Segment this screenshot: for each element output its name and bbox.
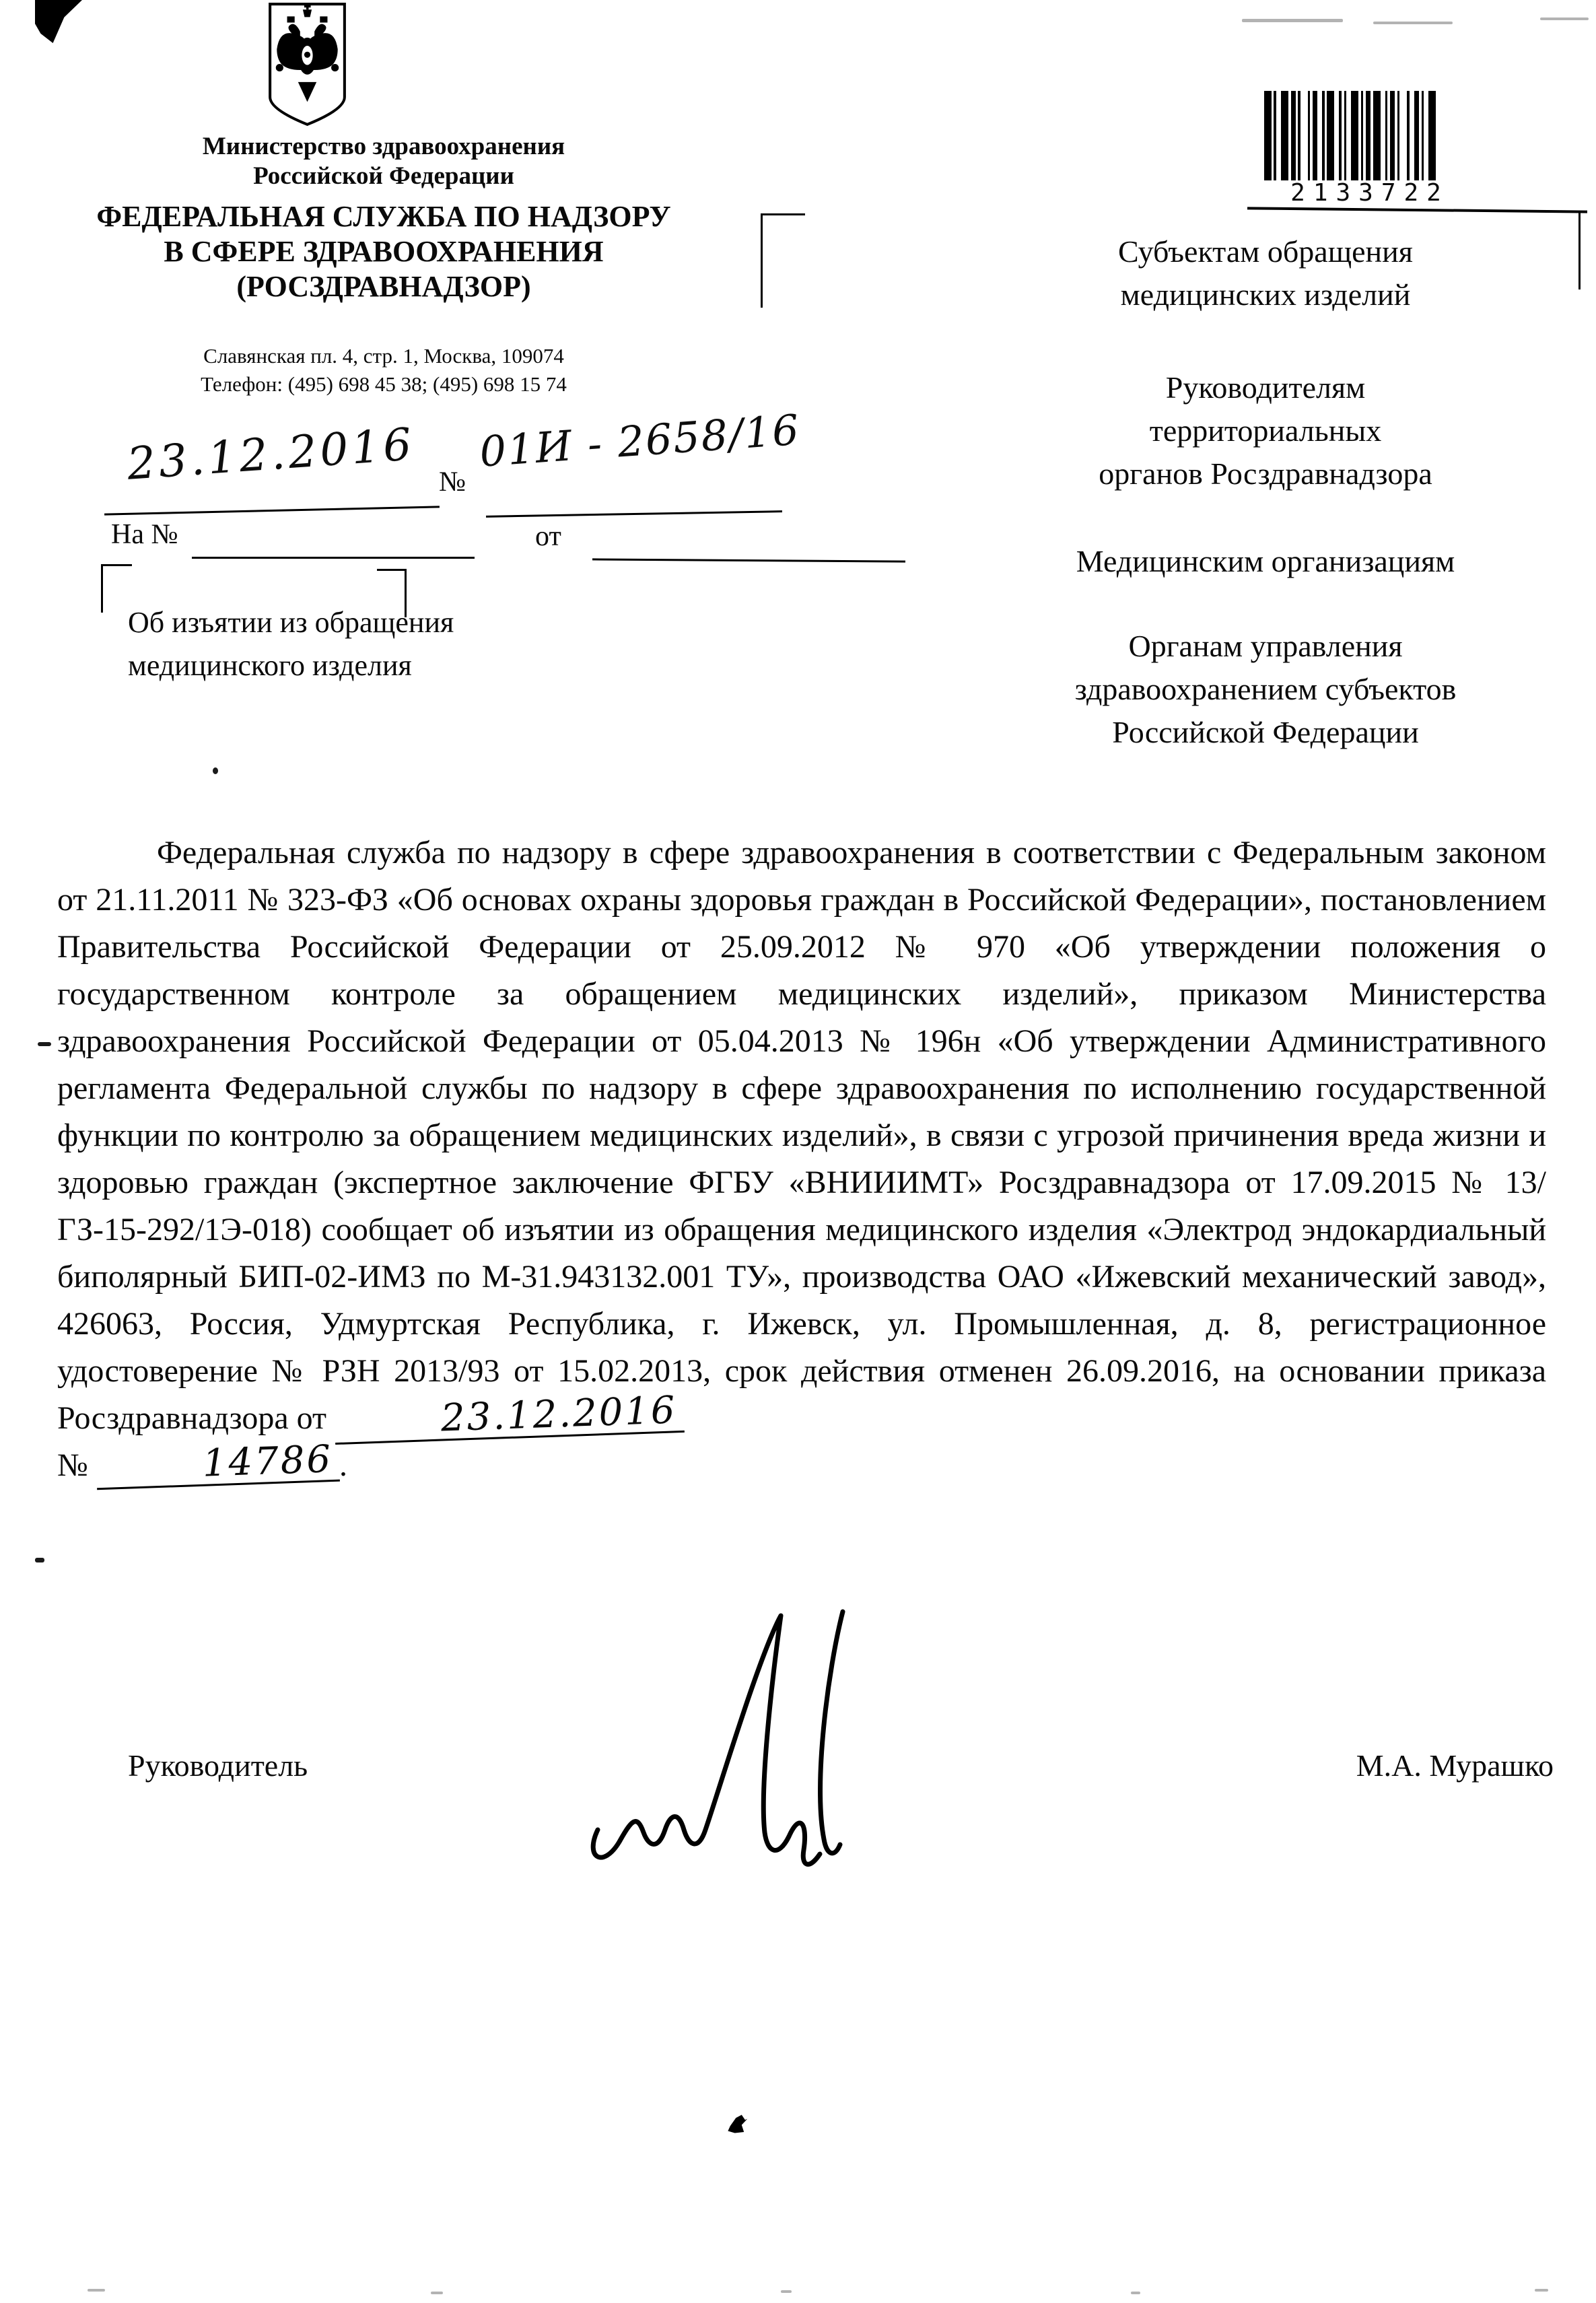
agency-line1: ФЕДЕРАЛЬНАЯ СЛУЖБА ПО НАДЗОРУ [96,200,671,233]
scan-speck [431,2292,443,2294]
barcode-bar [1414,91,1419,180]
recipient-group-4 [932,625,1596,754]
ministry-line1: Министерство здравоохранения [202,133,565,160]
scan-artifact-dash [1373,22,1453,24]
scan-speck [88,2289,105,2292]
signature-stroke [557,1608,907,1898]
subject-bracket-left-h [101,564,132,566]
barcode-gap [1276,91,1281,180]
barcode-gap [1334,91,1339,180]
ministry-name [88,132,680,191]
recipient-zone-bracket-left-h [761,213,805,215]
reply-number-underline [192,557,475,559]
recipient-line: Российской Федерации [1112,715,1419,749]
barcode-gap [1436,91,1438,180]
agency-name [67,199,700,304]
scan-speck [35,1558,44,1562]
agency-address-block [67,342,700,399]
number-underline [486,510,782,518]
barcode-bar [1428,91,1436,180]
outgoing-date-handwritten: 23.12.2016 [125,418,417,490]
barcode-bar [1327,91,1334,180]
barcode-gap [1317,91,1322,180]
barcode-bar [1373,91,1381,180]
barcode-number: 2133722 [1290,179,1449,207]
recipient-line: Органам управления [1128,629,1403,663]
reply-from-label: от [535,521,561,552]
recipient-line: территориальных [1149,413,1382,448]
scan-artifact-dash [1540,18,1589,20]
barcode-gap [1410,91,1414,180]
recipient-line: здравоохранением субъектов [1074,672,1457,706]
barcode-gap [1399,91,1407,180]
reply-to-label: На № [111,519,178,550]
recipient-line: Субъектам обращения [1118,234,1413,269]
barcode-bar [1281,91,1288,180]
subject-line2: медицинского изделия [128,649,412,682]
body-paragraph [57,829,1546,1489]
barcode-bar [1291,91,1296,180]
signatory-title: Руководитель [128,1748,308,1783]
recipient-zone-bracket-left-v [761,213,763,308]
ministry-line2: Российской Федерации [253,162,514,190]
reply-date-underline [592,558,905,562]
scan-speck [213,767,218,774]
date-underline [104,506,440,515]
subject-line1: Об изъятии из обращения [128,606,454,639]
scan-speck [781,2290,792,2293]
barcode-bar [1264,91,1272,180]
barcode-gap [1300,91,1308,180]
scan-artifact-dash [1242,19,1343,22]
subject-bracket-right-h [377,569,407,571]
subject-block [128,601,505,687]
barcode [1264,91,1476,180]
order-number-label: № [57,1447,88,1483]
barcode-gap [1346,91,1351,180]
scan-ink-blot [726,2114,749,2134]
recipient-zone-rule [1247,207,1587,213]
barcode-bar [1351,91,1358,180]
barcode-gap [1424,91,1428,180]
recipient-group-1 [932,230,1596,316]
recipient-line: Руководителям [1165,370,1366,405]
outgoing-number-handwritten: 01И - 2658/16 [478,405,802,477]
signatory-name: М.А. Мурашко [1356,1748,1554,1783]
barcode-bar [1313,91,1317,180]
recipient-line: органов Росздравнадзора [1099,456,1432,491]
coat-of-arms-icon [265,1,350,128]
barcode-bar [1390,91,1395,180]
scan-speck [1535,2289,1548,2292]
agency-phone: Телефон: (495) 698 45 38; (495) 698 15 74 [201,372,567,396]
scan-artifact-top-left [35,0,82,43]
barcode-bar [1366,91,1371,180]
agency-address: Славянская пл. 4, стр. 1, Москва, 109074 [203,344,564,368]
recipient-line: Медицинским организациям [1076,544,1455,578]
recipient-line: медицинских изделий [1120,277,1411,312]
number-sign: № [439,467,466,497]
recipient-group-3 [932,540,1596,583]
agency-line3: (РОСЗДРАВНАДЗОР) [236,270,531,303]
agency-line2: В СФЕРЕ ЗДРАВООХРАНЕНИЯ [164,235,604,268]
scan-speck [1131,2292,1140,2294]
subject-bracket-left-v [101,564,103,613]
order-number-handwritten: 14786 [96,1441,340,1490]
barcode-gap [1381,91,1385,180]
recipient-group-2 [932,366,1596,495]
body-main-text: Федеральная служба по надзору в сфере здравоохранения в соответствии с Федеральным законом от 21.11.2011 № 323-ФЗ «Об основах охраны здоровья граждан в Российской Федерации», постановлением Правительства Российской Федерации от 25.09.2012 № 970 «Об утверждении положения о государственном контроле за обращением медицинских изделий», приказом Министерства здравоохранения Российской Федерации от 05.04.2013 № 196н «Об утверждении Административного регламента Федеральной службы по надзору в сфере здравоохранения по исполнению государственной функции по контролю за обращением медицинских изделий», в связи с угрозой причинения вреда жизни и здоровью граждан (экспертное заключение ФГБУ «ВНИИИМТ» Росздравнадзора от 17.09.2015 № 13/ГЗ-15-292/1Э-018) сообщает об изъятии из обращения медицинского изделия «Электрод эндокардиальный биполярный БИП-02-ИМЗ по М-31.943132.001 ТУ», производства ОАО «Ижевский механический завод», 426063, Россия, Удмуртская Республика, г. Ижевск, ул. Промышленная, д. 8, регистрационное удостоверение № РЗН 2013/93 от 15.02.2013, срок действия отменен 26.09.2016, на основании приказа Росздравнадзора от [57,835,1546,1436]
body-period: . [339,1447,347,1483]
order-date-handwritten: 23.12.2016 [334,1391,684,1445]
scan-speck [38,1042,51,1046]
